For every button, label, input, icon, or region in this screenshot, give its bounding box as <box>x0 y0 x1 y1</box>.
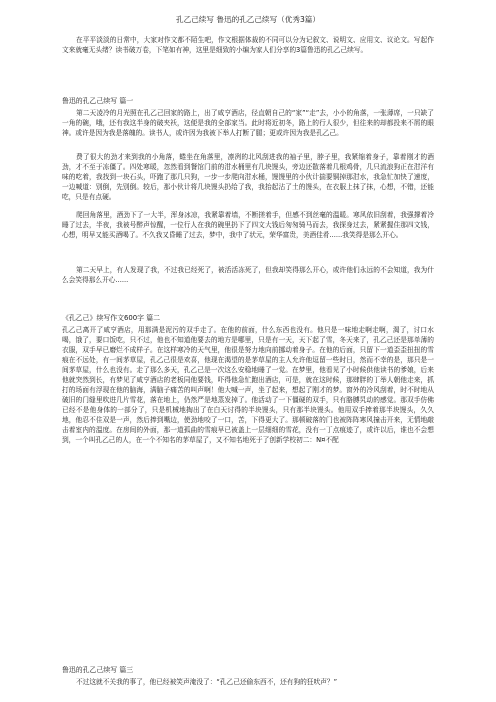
section-1-paragraph-2: 费了很大的劲才来到我的小角落，蜷坐在角落里，凛冽的北风刮进我的袖子里，脖子里，我紧缩着身子，靠着刚才的酒劲，才不至于冻僵了。四处寒暖，忽然看到餐馆门前的泔水桶里有几块馒头，旁边还散落着几根鸡骨，几只流浪狗正在泔洋有味的吃着，我找到一块石头，吓跑了那几只狗，一步一步爬向泔水桶，馒馒里的小伙计揣要铜掉那泔水，我急忙加快了速度，一边喊道：别倒，先别倒。较后，那小伙计将几块馒头扔给了我，我抬起沾了土的馒头，在衣服上抹了抹，心想，不错，还能吃，只是有点硬。 <box>62 153 434 201</box>
section-1-paragraph-4: 第二天早上，有人发现了我，不过我已经死了，被活活冻死了，但我却笑得那么开心，或许他们永远的不会知道，我为什么会笑得那么开心...... <box>62 266 434 284</box>
section-3-paragraph-1: 不过这就不关我的事了，他已经被笑声淹没了：“孔乙己还偷东西不，还有狗的狂吠声？” <box>76 678 338 686</box>
section-2-heading: 《孔乙己》续写作文600字 篇二 <box>62 314 161 322</box>
section-3-heading: 鲁迅的孔乙己续写 篇三 <box>62 666 134 674</box>
section-1-paragraph-1: 第二天凌冷的月光照在孔乙己回家的路上，出了咸亨酒店，径直朝自己的“家”“走”去，小小的角落，一张薄席，一只缺了一角的碗，哦，还有我这半身的破夹袄，这便是我的全部家当。此时将近初冬，路上的行人很少，但往来的却都投来不屑的眼神。或许是因为我是落魄的。读书人，或许因为我被下举人打断了腿；更或许因为我是孔乙己。 <box>62 109 434 137</box>
section-1-paragraph-3: 爬回角落里，酒劲下了一大半，浑身冰凉，我紧靠着墙，不断搓着手，但感不到丝毫的温暖。寒风依旧刮着，我强撑着冷睡了过去，半夜，我被号醉声惊醒，一位行人在我的碗里扔下了四文大钱后匆匆骑马而去，我探身过去，紧紧握住那四文钱，心想，明早又能买酒喝了。不久我又昏睡了过去，梦中，我中了状元，荣华富贵，美酒佳肴......我笑得是那么开心。 <box>62 211 434 239</box>
section-2-paragraph-1: 孔乙己离开了咸亨酒店，用那满是泥污的双手走了。在他的前面，什么东西也没有。他只是一味地走啊走啊，渴了，讨口水喝，饿了，要口饭吃，只不过，他也不知道他要去的地方是哪里，只是有一天，天下起了雪，冬天来了，孔乙己还是那单薄的衣服，双手早已磨烂不成样子。在这样寒冷的天气里，他很是努力地向前挪动着身子。在他的后面，只留下一道歪歪扭扭的雪痕在不远处，有一间茅草屋，孔乙己很是欢喜，他现在渴望的是茅草屋的主人允许他逗留一些时日，然而不幸的是，那只是一间茅草屋，什么也没有。走了那么多天，孔乙己是一次这么安稳地睡了一觉。在梦里，他看见了小时候供他读书的爹娘，后来他就突然到长，有梦见了咸亨酒店的老板同他要钱，吓得他急忙跑出酒店，可是，就在这时候，那肆胖的丁举人朝他走来，抓打的场面有浮现在他的脑海，满脑子痛苦的叫声啊！他大喊一声，坐了起来，想起了刚才的梦。窗外的冷风刮着，时不时地从破旧的门缝里吹进几片雪花，落在地上，仍然严是地蒸发掉了。他活动了一下僵硬的双手，只有胳膊旯动的感觉。那双手仿佛已经不是他身体的一部分了，只是机械地掏出了在白天讨得的半块馒头，只有那半块馒头。他用双手捧着那半块馒头，久久地，他忍不住双是一声，然后捧到嘴边，使劲地咬了一口，苦，下得更大了。那顿破落的门也被阵阵寒风撞击开来，无情地敲击着室内的温度。在房间的外面，那一道孤曲的雪痕早已被盖上一层细细的雪花，没有一丁点痕迹了，或许以后，谁也不会想到，一个叫孔乙己的人，在一个不知名的茅草屋了，又不知名地死于了创新学校初二：N¤不配 <box>62 326 434 444</box>
intro-paragraph: 在平平淡淡的日常中，大家对作文都不陌生吧，作文根据体裁的不同可以分为记叙文、说明文、应用文、议论文。写起作文来就毫无头绪？读书破万卷，下笔如有神，这里是细致的小编为家人们分享的3篇鲁迅的孔乙己续写。 <box>62 36 434 54</box>
document-title: 孔乙己续写 鲁迅的孔乙己续写（优秀3篇） <box>176 15 320 24</box>
section-1-heading: 鲁迅的孔乙己续写 篇一 <box>62 97 134 105</box>
